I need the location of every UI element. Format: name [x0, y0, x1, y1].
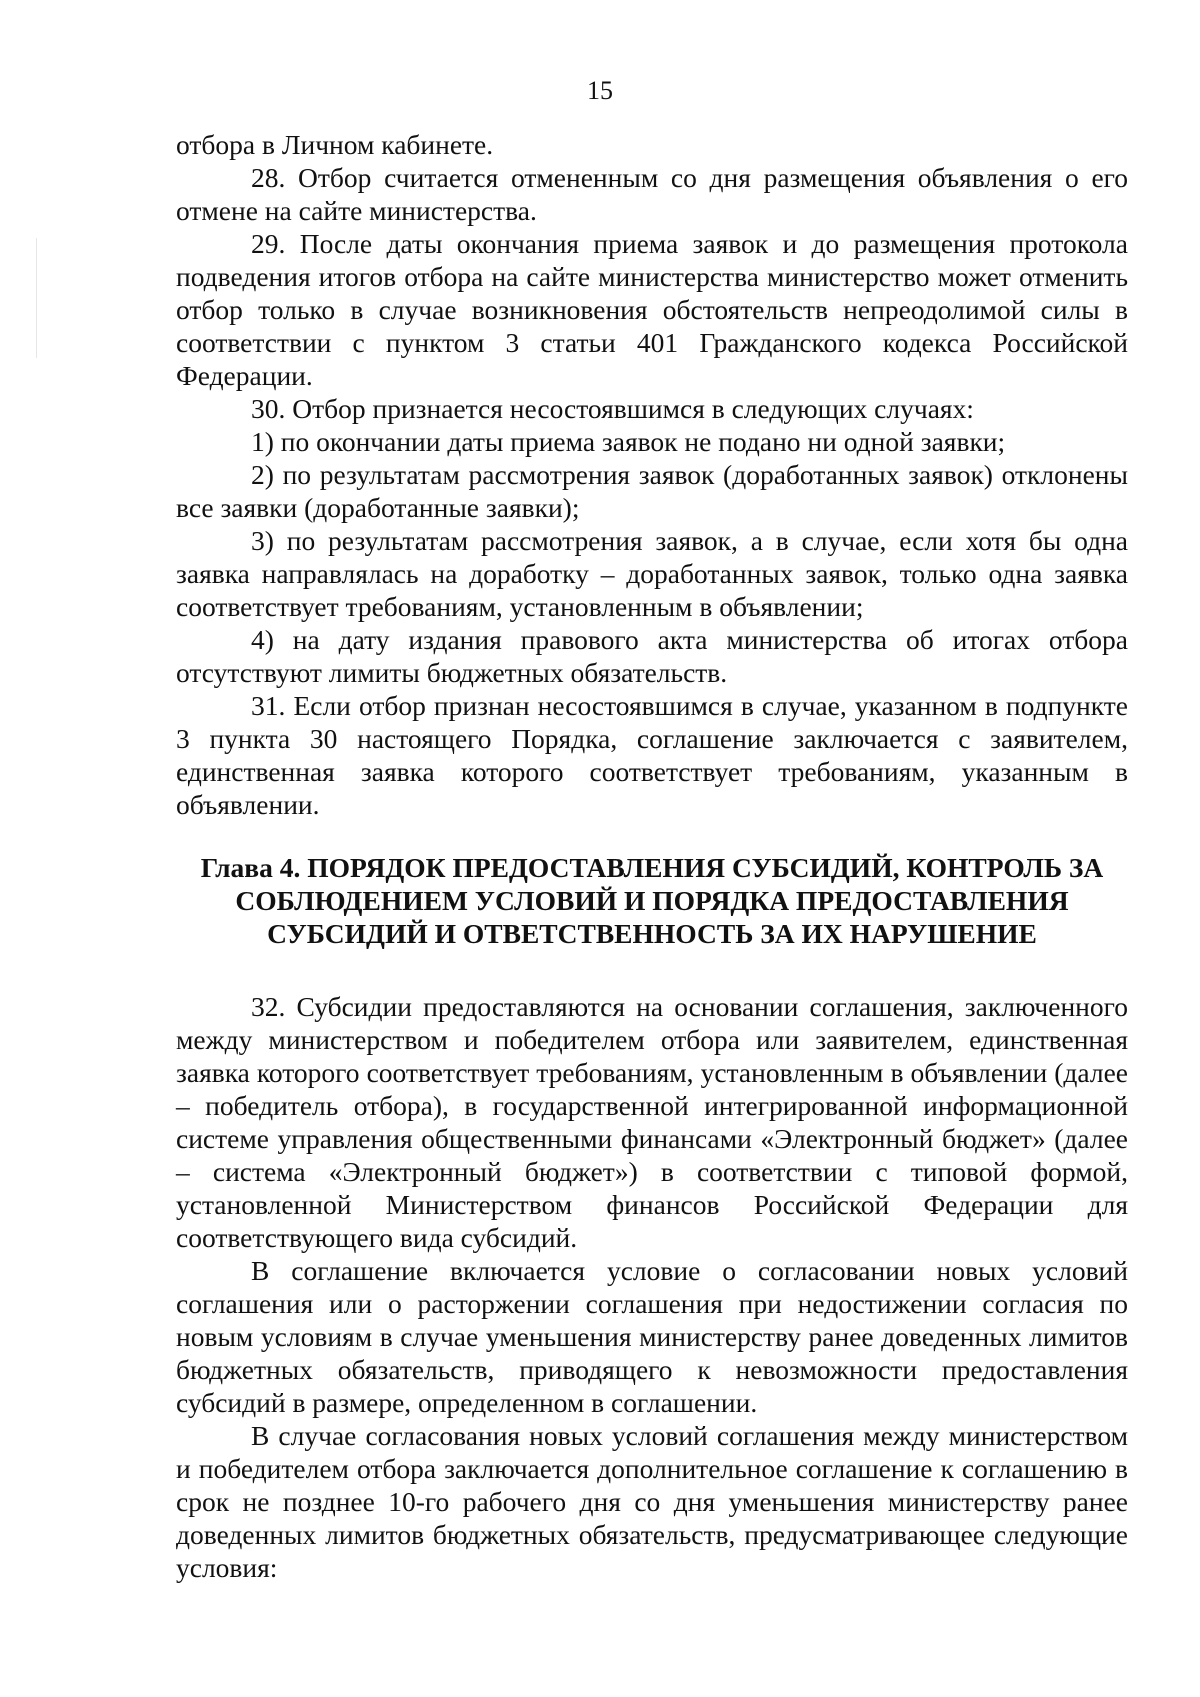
paragraph-29: 29. После даты окончания приема заявок и до размещения протокола подведения итогов отбора на сайте министерства министерство может отменить отбор только в случае возникновения обстоятельств непреодолимой силы в соответствии с пунктом 3 статьи 401 Гражданского кодекса Российской Федерации. [176, 228, 1128, 391]
paragraph-30-item-1: 1) по окончании даты приема заявок не подано ни одной заявки; [251, 426, 1006, 457]
paragraph-32-part-3: В случае согласования новых условий соглашения между министерством и победителем отбора заключается дополнительное соглашение к соглашению в срок не позднее 10-го рабочего дня со дня уменьшения министерству ранее доведенных лимитов бюджетных обязательств, предусматривающее следующие условия: [176, 1420, 1128, 1583]
chapter-heading-line-2: СОБЛЮДЕНИЕМ УСЛОВИЙ И ПОРЯДКА ПРЕДОСТАВЛЕНИЯ [235, 885, 1069, 916]
paragraph-30: 30. Отбор признается несостоявшимся в следующих случаях: [251, 393, 974, 424]
chapter-heading [176, 851, 1128, 950]
paragraph-continuation: отбора в Личном кабинете. [176, 129, 494, 160]
bottom-text-block [176, 990, 1128, 1584]
paragraph-30-item-2: 2) по результатам рассмотрения заявок (доработанных заявок) отклонены все заявки (доработанные заявки); [176, 459, 1128, 523]
paragraph-30-item-4: 4) на дату издания правового акта министерства об итогах отбора отсутствуют лимиты бюджетных обязательств. [176, 624, 1128, 688]
chapter-heading-line-3: СУБСИДИЙ И ОТВЕТСТВЕННОСТЬ ЗА ИХ НАРУШЕНИЕ [267, 918, 1037, 949]
paragraph-31: 31. Если отбор признан несостоявшимся в случае, указанном в подпункте 3 пункта 30 настоящего Порядка, соглашение заключается с заявителем, единственная заявка которого соответствует требованиям, указанным в объявлении. [176, 690, 1128, 820]
paragraph-32-part-2: В соглашение включается условие о согласовании новых условий соглашения или о расторжении соглашения при недостижении согласия по новым условиям в случае уменьшения министерству ранее доведенных лимитов бюджетных обязательств, приводящего к невозможности предоставления субсидий в размере, определенном в соглашении. [176, 1255, 1128, 1418]
paragraph-28: 28. Отбор считается отмененным со дня размещения объявления о его отмене на сайте министерства. [176, 162, 1128, 226]
scan-margin-mark [36, 238, 37, 358]
chapter-heading-line-1: Глава 4. ПОРЯДОК ПРЕДОСТАВЛЕНИЯ СУБСИДИЙ, КОНТРОЛЬ ЗА [200, 852, 1104, 883]
paragraph-32: 32. Субсидии предоставляются на основании соглашения, заключенного между министерством и победителем отбора или заявителем, единственная заявка которого соответствует требованиям, установленным в объявлении (далее – победитель отбора), в государственной интегрированной информационной системе управления общественными финансами «Электронный бюджет» (далее – система «Электронный бюджет») в соответствии с типовой формой, установленной Министерством финансов Российской Федерации для соответствующего вида субсидий. [176, 991, 1128, 1253]
top-text-block [176, 128, 1128, 821]
page-number: 15 [587, 76, 613, 105]
paragraph-30-item-3: 3) по результатам рассмотрения заявок, а в случае, если хотя бы одна заявка направлялась на доработку – доработанных заявок, только одна заявка соответствует требованиям, установленным в объявлении; [176, 525, 1128, 622]
